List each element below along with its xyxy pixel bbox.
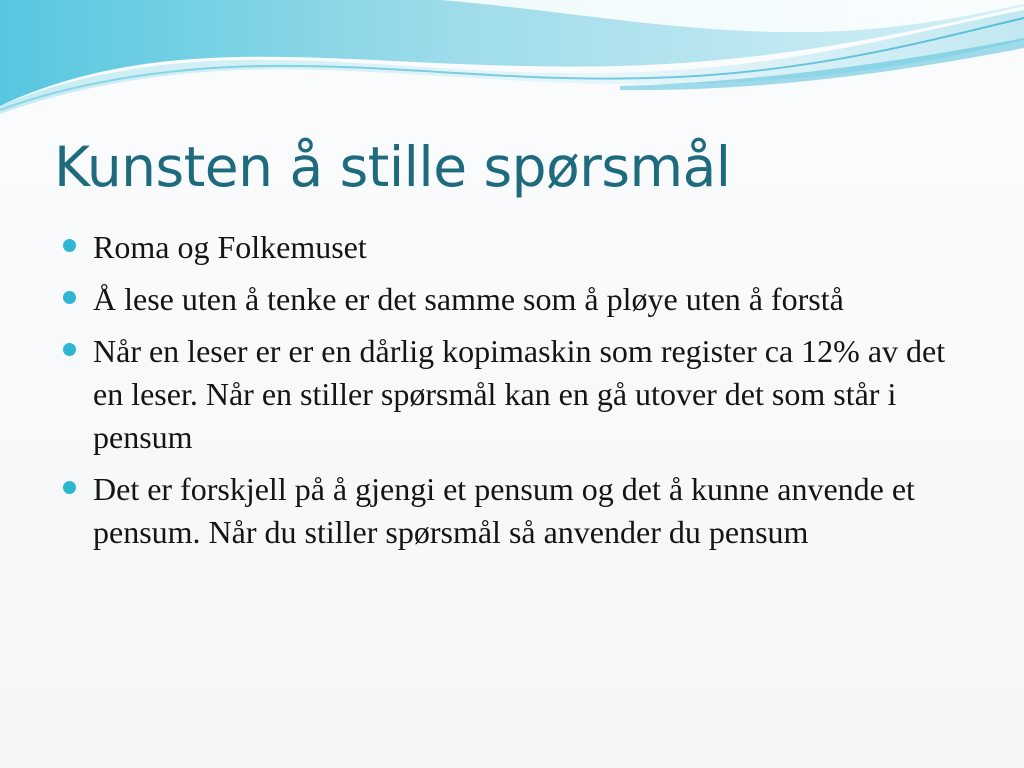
bullet-item xyxy=(62,278,962,321)
bullet-item xyxy=(62,468,962,554)
bullet-text: Å lese uten å tenke er det samme som å pløye uten å forstå xyxy=(93,281,844,317)
bullet-dot-icon xyxy=(63,343,76,356)
bullet-dot-icon xyxy=(63,481,76,494)
bullet-text: Det er forskjell på å gjengi et pensum og det å kunne anvende et pensum. Når du stiller spørsmål så anvender du pensum xyxy=(93,471,915,550)
bullet-text: Når en leser er er en dårlig kopimaskin som register ca 12% av det en leser. Når en stiller spørsmål kan en gå utover det som står i pensum xyxy=(93,333,946,455)
bullet-item xyxy=(62,226,962,269)
bullet-list xyxy=(62,226,962,563)
bullet-dot-icon xyxy=(63,291,76,304)
decorative-wave-header xyxy=(0,0,1024,130)
bullet-item xyxy=(62,330,962,459)
slide-title: Kunsten å stille spørsmål xyxy=(54,135,731,199)
bullet-text: Roma og Folkemuset xyxy=(93,229,367,265)
bullet-dot-icon xyxy=(63,239,76,252)
